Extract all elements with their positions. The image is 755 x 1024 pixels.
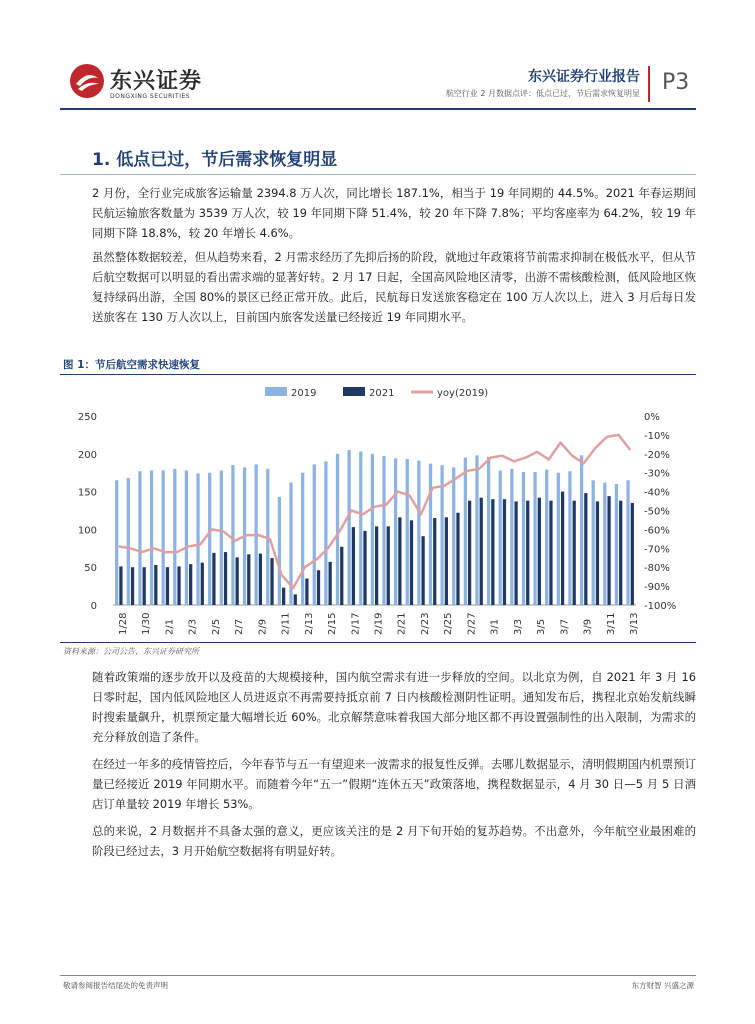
y-tick-right: -80% xyxy=(644,563,670,575)
bar-2021 xyxy=(596,501,599,605)
bar-2021 xyxy=(143,567,146,605)
bar-2019 xyxy=(371,454,374,605)
y-tick-right: -50% xyxy=(644,506,670,518)
figure-title: 图 1：节后航空需求快速恢复 xyxy=(63,359,200,371)
y-tick-right: -10% xyxy=(644,430,670,442)
bar-2021 xyxy=(212,553,215,605)
paragraph-2: 虽然整体数据较差，但从趋势来看，2 月需求经历了先抑后扬的阶段，就地过年政策将节前需求抑制在极低水平，但从节后航空数据可以明显的看出需求端的显著好转。2 月 17 日起，全国高风险地区清零，出游不需核酸检测，低风险地区恢复持绿码出游，全国 80%的景区已经正常开放。此后，民航每日发送旅客稳定在 100 万人次以上，进入 3 月后每日发送旅客在 130 万人次以上，目前国内旅客发送量已经接近 19 年同期水平。 xyxy=(92,250,696,324)
x-tick-label: 1/30 xyxy=(141,612,153,635)
x-tick-label: 2/17 xyxy=(350,612,362,635)
bar-2019 xyxy=(533,472,536,605)
section-title: 1. 低点已过，节后需求恢复明显 xyxy=(92,150,338,170)
legend-swatch-2019 xyxy=(265,387,287,396)
x-tick-label: 2/9 xyxy=(257,618,269,635)
bar-2021 xyxy=(201,563,204,605)
bar-2021 xyxy=(387,526,390,605)
x-tick-label: 2/3 xyxy=(187,618,199,635)
bar-2021 xyxy=(456,513,459,605)
x-tick-label: 2/19 xyxy=(373,612,385,635)
y-tick-right: 0% xyxy=(644,412,660,423)
yoy-line xyxy=(119,435,630,588)
page-number: P3 xyxy=(662,70,690,95)
bar-2021 xyxy=(631,503,634,605)
bar-2021 xyxy=(119,566,122,605)
legend-swatch-2021 xyxy=(343,387,365,396)
paragraph-1: 2 月份，全行业完成旅客运输量 2394.8 万人次，同比增长 187.1%，相当于 19 年同期的 44.5%。2021 年春运期间民航运输旅客数量为 3539 万人次，较 19 年同期下降 51.4%，较 20 年下降 7.8%；平均客座率为 64.2%，较 19 年同期下降 18.8%，较 20 年增长 4.6%。 xyxy=(92,186,696,240)
x-tick-label: 3/1 xyxy=(489,618,501,635)
bar-2021 xyxy=(433,518,436,605)
bar-2021 xyxy=(491,499,494,605)
bar-2021 xyxy=(549,501,552,605)
y-tick-left: 250 xyxy=(77,412,97,423)
x-tick-label: 3/7 xyxy=(559,618,571,635)
bar-2019 xyxy=(452,467,455,605)
bar-2019 xyxy=(499,470,502,605)
y-tick-right: -40% xyxy=(644,487,670,499)
bar-2019 xyxy=(278,497,281,605)
bar-2019 xyxy=(127,478,130,605)
bar-2019 xyxy=(545,470,548,605)
y-tick-left: 100 xyxy=(77,525,97,537)
bar-2021 xyxy=(247,554,250,605)
bar-2019 xyxy=(417,461,420,605)
bar-2021 xyxy=(131,567,134,605)
bar-2019 xyxy=(324,461,327,605)
legend-label-2019: 2019 xyxy=(291,388,317,399)
bar-2021 xyxy=(236,557,239,605)
bar-2021 xyxy=(224,552,227,605)
y-tick-right: -90% xyxy=(644,582,670,594)
bar-2021 xyxy=(573,501,576,605)
x-tick-label: 3/3 xyxy=(512,618,524,635)
y-tick-right: -70% xyxy=(644,544,670,556)
x-tick-label: 2/27 xyxy=(466,612,478,635)
bar-2021 xyxy=(538,498,541,605)
bar-2019 xyxy=(592,480,595,605)
section-rule xyxy=(60,174,696,175)
paragraph-3: 随着政策端的逐步放开以及疫苗的大规模接种，国内航空需求有进一步释放的空间。以北京为例，自 2021 年 3 月 16 日零时起，国内低风险地区人员进返京不再需要持抵京前 7 日内核酸检测阴性证明。通知发布后，携程北京始发航线瞬时搜索量飙升，机票预定量大幅增长近 60%。北京解禁意味着我国大部分地区都不再设置强制性的出入限制，为需求的充分释放创造了条件。 xyxy=(92,670,696,744)
footer-disclaimer: 敬请参阅报告结尾处的免责声明 xyxy=(63,981,168,990)
bar-2019 xyxy=(464,458,467,605)
report-title: 东兴证券行业报告 xyxy=(528,69,640,85)
footer-rule xyxy=(60,975,696,976)
bar-2021 xyxy=(177,566,180,605)
figure-rule-bottom xyxy=(60,642,696,643)
company-logo-icon xyxy=(68,62,106,100)
x-tick-label: 1/28 xyxy=(117,612,129,635)
bar-2019 xyxy=(406,459,409,605)
x-tick-label: 2/23 xyxy=(419,612,431,635)
bar-2021 xyxy=(305,579,308,605)
bar-2021 xyxy=(480,498,483,605)
logo-english-text: DONGXING SECURITIES xyxy=(110,93,191,100)
bar-2019 xyxy=(301,473,304,605)
y-tick-left: 150 xyxy=(77,487,97,499)
logo-text: 东兴证券 xyxy=(110,69,203,94)
bar-2021 xyxy=(352,527,355,605)
paragraph-5: 总的来说，2 月数据并不具备太强的意义，更应该关注的是 2 月下旬开始的复苏趋势。不出意外，今年航空业最困难的阶段已经过去，3 月开始航空数据将有明显好转。 xyxy=(92,824,696,858)
x-tick-label: 3/5 xyxy=(536,618,548,635)
bar-2019 xyxy=(615,484,618,605)
bar-2021 xyxy=(294,594,297,605)
y-tick-right: -60% xyxy=(644,525,670,537)
figure-source: 资料来源：公司公告，东兴证券研究所 xyxy=(63,647,199,656)
bar-2019 xyxy=(138,471,141,605)
air-demand-chart xyxy=(60,378,696,640)
bar-2019 xyxy=(208,473,211,605)
x-tick-label: 3/9 xyxy=(582,618,594,635)
bar-2019 xyxy=(336,454,339,605)
bar-2019 xyxy=(231,465,234,605)
x-tick-label: 3/11 xyxy=(605,612,617,635)
bar-2019 xyxy=(394,458,397,605)
bar-2021 xyxy=(282,588,285,605)
bar-2019 xyxy=(522,472,525,605)
bar-2019 xyxy=(487,457,490,605)
paragraph-4: 在经过一年多的疫情管控后，今年春节与五一有望迎来一波需求的报复性反弹。去哪儿数据显示，清明假期国内机票预订量已经接近 2019 年同期水平。而随着今年“五一”假期“连休五天”政策落地，携程数据显示，4 月 30 日—5 月 5 日酒店订单量较 2019 年增长 53%。 xyxy=(92,757,696,811)
bar-2019 xyxy=(173,469,176,605)
bar-2019 xyxy=(313,464,316,605)
header-rule xyxy=(60,108,696,110)
bar-2019 xyxy=(382,456,385,605)
bar-2021 xyxy=(468,501,471,605)
bar-2019 xyxy=(348,450,351,605)
x-tick-label: 3/13 xyxy=(629,612,641,635)
bar-2019 xyxy=(580,455,583,605)
bar-2021 xyxy=(398,517,401,605)
x-tick-label: 2/11 xyxy=(280,612,292,635)
bar-2021 xyxy=(270,558,273,605)
x-tick-label: 2/13 xyxy=(303,612,315,635)
bar-2019 xyxy=(510,469,513,605)
y-tick-left: 50 xyxy=(84,563,97,575)
footer-slogan: 东方财智 兴盛之源 xyxy=(631,981,694,990)
bar-2021 xyxy=(329,562,332,605)
bar-2021 xyxy=(607,496,610,605)
bar-2021 xyxy=(375,526,378,605)
bar-2021 xyxy=(503,499,506,605)
bar-2019 xyxy=(162,470,165,605)
x-tick-label: 2/5 xyxy=(210,618,222,635)
bar-2021 xyxy=(619,501,622,605)
bar-2019 xyxy=(185,470,188,605)
bar-2019 xyxy=(475,455,478,605)
bar-2021 xyxy=(421,536,424,605)
bar-2021 xyxy=(410,520,413,605)
x-tick-label: 2/25 xyxy=(443,612,455,635)
x-tick-label: 2/1 xyxy=(164,618,176,635)
bar-2019 xyxy=(220,470,223,605)
bar-2019 xyxy=(115,480,118,605)
bar-2019 xyxy=(359,452,362,605)
bar-2021 xyxy=(154,565,157,605)
bar-2021 xyxy=(514,501,517,605)
x-tick-label: 2/15 xyxy=(327,612,339,635)
bar-2019 xyxy=(150,470,153,605)
x-tick-label: 2/7 xyxy=(234,618,246,635)
bar-2019 xyxy=(196,473,199,605)
bar-2021 xyxy=(584,493,587,605)
figure-rule-top xyxy=(60,374,696,375)
bar-2021 xyxy=(340,547,343,605)
bar-2021 xyxy=(166,567,169,605)
report-subtitle: 航空行业 2 月数据点评：低点已过，节后需求恢复明显 xyxy=(445,89,640,98)
bar-2019 xyxy=(626,480,629,605)
bar-2021 xyxy=(445,517,448,605)
y-tick-right: -20% xyxy=(644,449,670,461)
bar-2019 xyxy=(603,483,606,605)
y-tick-left: 0 xyxy=(90,601,97,612)
bar-2021 xyxy=(526,501,529,605)
bar-2019 xyxy=(568,471,571,605)
legend-label-2021: 2021 xyxy=(369,388,395,399)
bar-2021 xyxy=(363,531,366,605)
y-tick-right: -30% xyxy=(644,468,670,480)
bar-2019 xyxy=(429,464,432,605)
bar-2021 xyxy=(259,554,262,605)
x-tick-label: 2/21 xyxy=(396,612,408,635)
bar-2021 xyxy=(317,570,320,605)
bar-2019 xyxy=(557,473,560,605)
y-tick-right: -100% xyxy=(644,601,677,612)
header-divider xyxy=(648,66,650,102)
bar-2021 xyxy=(189,564,192,605)
legend-label-yoy: yoy(2019) xyxy=(437,388,489,399)
bar-2021 xyxy=(561,492,564,605)
y-tick-left: 200 xyxy=(77,449,97,461)
